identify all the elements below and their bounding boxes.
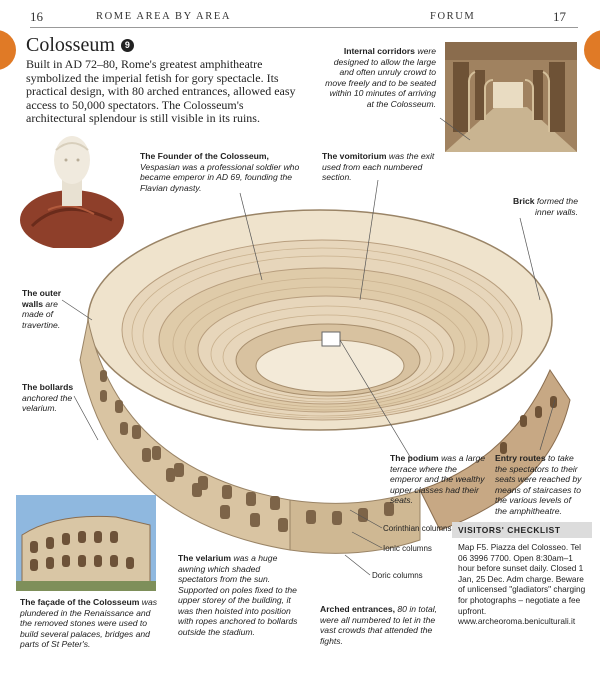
caption-arched-entrances: [320, 604, 445, 646]
caption-velarium-title: The velarium: [178, 553, 232, 563]
corridor-arches-image: [445, 42, 577, 152]
caption-bollards: [22, 382, 80, 414]
visitors-checklist-heading: VISITORS' CHECKLIST: [452, 522, 592, 538]
visitors-checklist-box: [452, 522, 592, 664]
label-doric-columns: Doric columns: [372, 571, 423, 580]
running-head-right: FORUM: [430, 11, 476, 22]
caption-vomitorium-title: The vomitorium: [322, 151, 387, 161]
arena-floor: [256, 340, 404, 392]
facade-photo-image: [16, 495, 156, 591]
emperor-box: [322, 332, 340, 346]
caption-podium-text: was a large terrace where the emperor and the wealthy upper classes had their seats.: [390, 453, 486, 505]
caption-founder-title: The Founder of the Colosseum,: [140, 151, 269, 161]
label-ionic-columns: Ionic columns: [383, 544, 432, 553]
caption-facade-text: was plundered in the Renaissance and the removed stones were used to build several palaces, bridges and parts of St Peter's.: [20, 597, 158, 649]
intro-paragraph: Built in AD 72–80, Rome's greatest amphitheatre symbolized the imperial fetish for gory spectacle. Its practical design, with 80 arched entrances, allowed easy access to 50,000 spectators. The Colosseum's architectural splendour is still visible in its ruins.: [26, 57, 296, 125]
caption-entry-routes: [495, 453, 583, 516]
caption-entry-routes-text: to take the spectators to their seats were reached by means of staircases to the various levels of the amphitheatre.: [495, 453, 582, 516]
visitors-checklist-text: Map F5. Piazza del Colosseo. Tel 06 3996 7700. Open 8:30am–1 hour before sunset daily. Closed 1 Jan, 25 Dec. Adm charge. Beware of unlicensed "gladiators" charging for photographs – negotiate a fee upfront. www.archeoroma.beniculturali.it: [458, 542, 586, 627]
label-corinthian-columns: Corinthian columns: [383, 524, 452, 533]
caption-internal-corridors-title: Internal corridors: [343, 46, 415, 56]
caption-internal-corridors-text: were designed to allow the large and often unruly crowd to move freely and to be seated within 10 minutes of arriving at the Colosseum.: [325, 46, 436, 109]
caption-arched-entrances-title: Arched entrances,: [320, 604, 395, 614]
caption-facade-title: The façade of the Colosseum: [20, 597, 140, 607]
caption-entry-routes-title: Entry routes: [495, 453, 546, 463]
caption-vomitorium-text: was the exit used from each numbered section.: [322, 151, 435, 182]
title-row: [26, 34, 134, 57]
caption-internal-corridors: [320, 46, 436, 109]
right-thumb-tab: [584, 30, 600, 70]
caption-podium-title: The podium: [390, 453, 439, 463]
caption-brick-text: formed the inner walls.: [535, 196, 578, 217]
header-rule: [30, 27, 578, 28]
running-head-left: ROME AREA BY AREA: [96, 11, 232, 22]
colosseum-facade-photo: [16, 495, 156, 591]
caption-outer-walls-text: are made of travertine.: [22, 298, 61, 330]
page-title: Colosseum: [26, 34, 115, 56]
left-thumb-tab: [0, 30, 16, 70]
caption-outer-walls: [22, 288, 70, 330]
caption-brick-title: Brick: [513, 196, 535, 206]
caption-velarium: [178, 553, 300, 637]
caption-arched-entrances-text: 80 in total, were all numbered to let in the vast crowds that attended the fights.: [320, 604, 438, 646]
caption-outer-walls-title: The outer walls: [22, 288, 62, 309]
caption-bollards-title: The bollards: [22, 382, 74, 392]
caption-velarium-text: was a huge awning which shaded spectators from the sun. Supported on poles fixed to the upper storey of the building, it was then hoisted into position with ropes anchored to bollards outside the stadium.: [178, 553, 298, 637]
internal-corridors-photo: [445, 42, 577, 152]
caption-facade: [20, 597, 160, 650]
caption-founder-text: Vespasian was a professional soldier who became emperor in AD 69, founding the Flavian dynasty.: [140, 161, 300, 193]
map-reference-badge: 9: [121, 39, 134, 52]
page-number-left: 16: [30, 9, 43, 24]
page-number-right: 17: [553, 9, 566, 24]
caption-bollards-text: anchored the velarium.: [22, 392, 73, 413]
caption-podium: [390, 453, 490, 506]
